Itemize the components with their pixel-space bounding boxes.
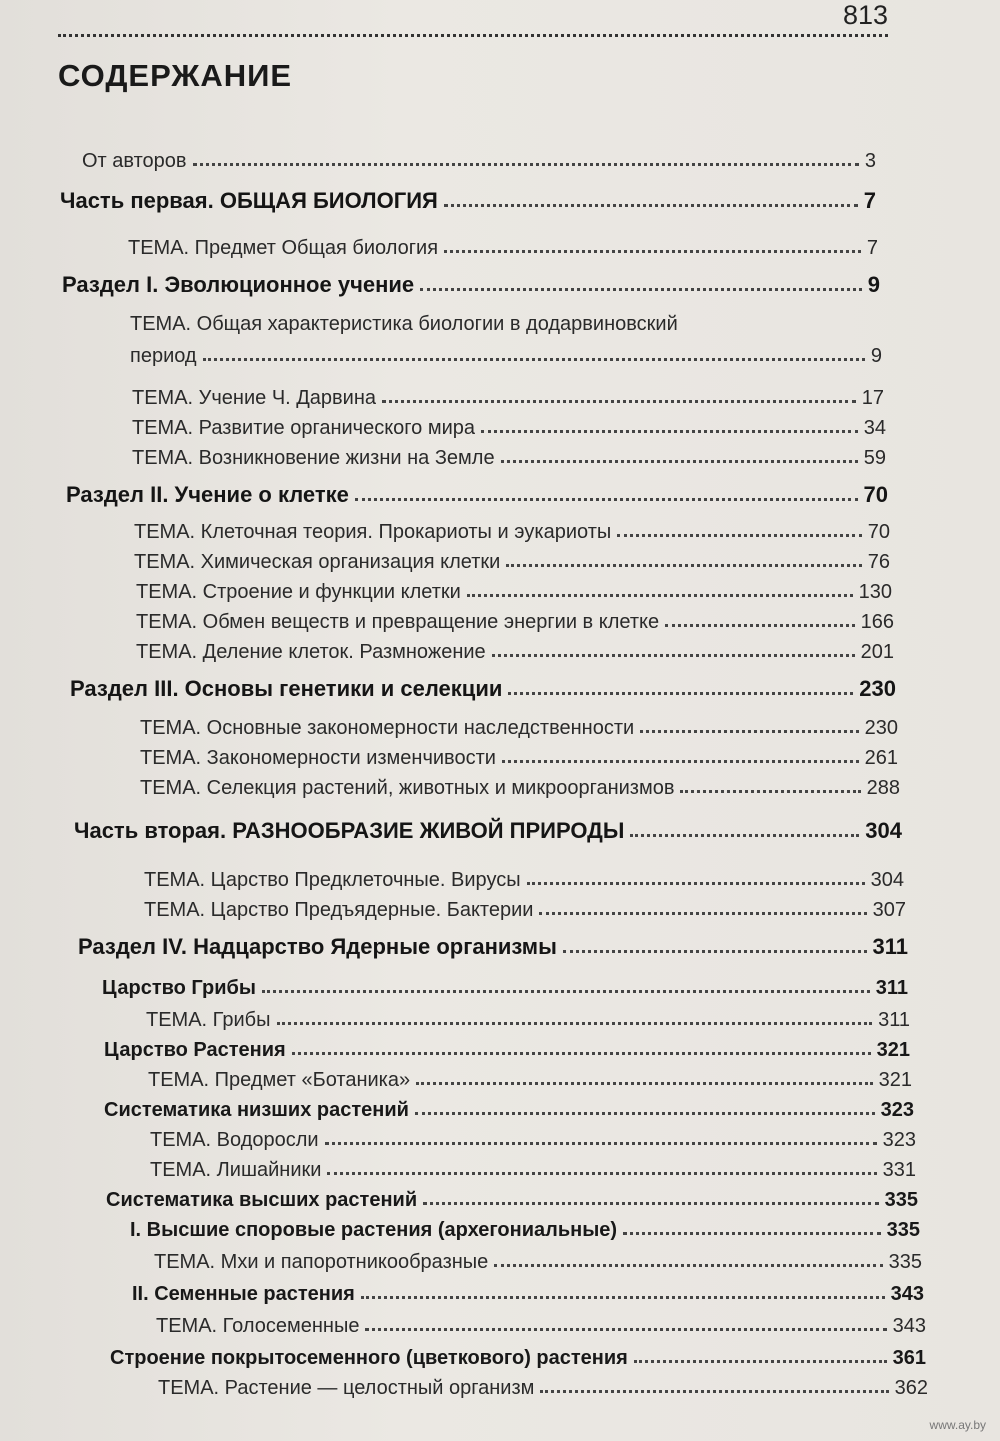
toc-entry: Часть вторая. РАЗНООБРАЗИЕ ЖИВОЙ ПРИРОДЫ 304 [74,818,902,843]
toc-entry: ТЕМА. Водоросли 323 [150,1129,916,1151]
toc-entry: ТЕМА. Мхи и папоротникообразные 335 [154,1251,922,1273]
toc-entry: ТЕМА. Обмен веществ и превращение энергии в клетке 166 [136,611,894,633]
toc-entry: ТЕМА. Голосеменные 343 [156,1315,926,1337]
watermark: www.ay.by [929,1418,986,1432]
toc-entry: Систематика низших растений 323 [104,1099,914,1121]
toc-entry: Часть первая. ОБЩАЯ БИОЛОГИЯ 7 [60,188,876,213]
toc-entry: ТЕМА. Лишайники 331 [150,1159,916,1181]
toc-entry: Строение покрытосеменного (цветкового) растения 361 [110,1347,926,1369]
toc-entry: ТЕМА. Растение — целостный организм 362 [158,1377,928,1399]
toc-entry: ТЕМА. Возникновение жизни на Земле 59 [132,447,886,469]
toc-entry: ТЕМА. Предмет «Ботаника» 321 [148,1069,912,1091]
toc-entry: ТЕМА. Закономерности изменчивости 261 [140,747,898,769]
toc-entry: ТЕМА. Грибы 311 [146,1009,910,1031]
toc-entry: Раздел II. Учение о клетке 70 [66,482,888,507]
toc-entry: ТЕМА. Развитие органического мира 34 [132,417,886,439]
contents-heading: СОДЕРЖАНИЕ [58,58,293,93]
toc-entry: ТЕМА. Строение и функции клетки 130 [136,581,892,603]
toc-entry: ТЕМА. Основные закономерности наследственности 230 [140,717,898,739]
toc-entry: II. Семенные растения 343 [132,1283,924,1305]
toc-entry: I. Высшие споровые растения (архегониальные) 335 [130,1219,920,1241]
toc-entry: Раздел IV. Надцарство Ядерные организмы 311 [78,934,908,959]
toc-entry: Систематика высших растений 335 [106,1189,918,1211]
toc-entry: Раздел III. Основы генетики и селекции 230 [70,676,896,701]
toc-entry: ТЕМА. Предмет Общая биология 7 [128,237,878,259]
toc-entry: Царство Грибы 311 [102,977,908,999]
page-number: 813 [842,0,888,30]
toc-entry: ТЕМА. Химическая организация клетки 76 [134,551,890,573]
toc-entry: ТЕМА. Деление клеток. Размножение 201 [136,641,894,663]
toc-entry: ТЕМА. Царство Предклеточные. Вирусы 304 [144,869,904,891]
toc-entry: От авторов 3 [82,150,876,172]
toc-entry: ТЕМА. Селекция растений, животных и микроорганизмов 288 [140,777,900,799]
toc-entry: ТЕМА. Царство Предъядерные. Бактерии 307 [144,899,906,921]
toc-entry: ТЕМА. Учение Ч. Дарвина 17 [132,387,884,409]
toc-entry: Раздел I. Эволюционное учение 9 [62,272,880,297]
toc-entry: ТЕМА. Общая характеристика биологии в додарвиновский период 9 [130,313,882,367]
toc-entry: ТЕМА. Клеточная теория. Прокариоты и эукариоты 70 [134,521,890,543]
toc-entry: Царство Растения 321 [104,1039,910,1061]
